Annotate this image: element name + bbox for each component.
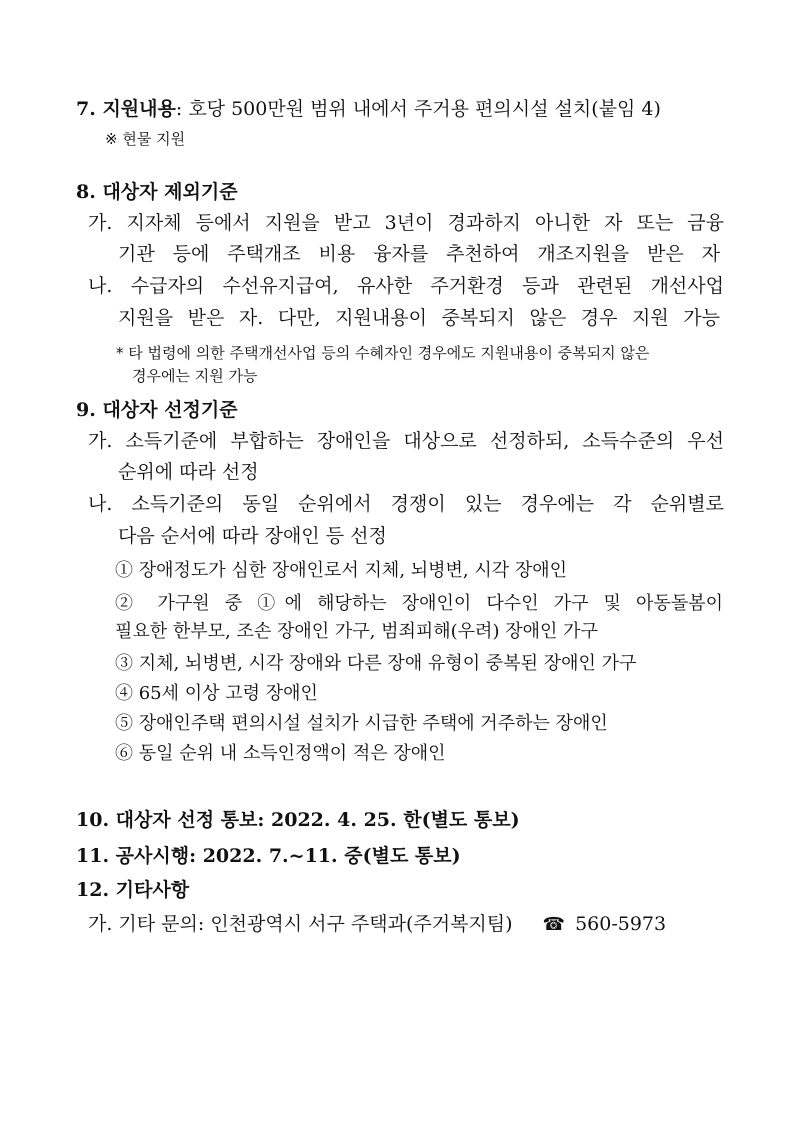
section8-item-na-line1: 나. 수급자의 수선유지급여, 유사한 주거환경 등과 관련된 개선사업 <box>88 275 724 297</box>
section8-heading: 8. 대상자 제외기준 <box>76 181 238 203</box>
section7-heading: 7. 지원내용 <box>76 98 176 120</box>
section12-heading: 12. 기타사항 <box>76 879 190 901</box>
section8-note-line1: * 타 법령에 의한 주택개선사업 등의 수혜자인 경우에도 지원내용이 중복되지 않은 <box>116 344 650 362</box>
section9-sub-5: ⑤ 장애인주택 편의시설 설치가 시급한 주택에 거주하는 장애인 <box>115 713 608 734</box>
section9-sub-3: ③ 지체, 뇌병변, 시각 장애와 다른 장애 유형이 중복된 장애인 가구 <box>115 653 637 674</box>
section9-sub-4: ④ 65세 이상 고령 장애인 <box>115 683 318 704</box>
section7-line <box>76 97 661 121</box>
section9-sub-2-line2: 필요한 한부모, 조손 장애인 가구, 범죄피해(우려) 장애인 가구 <box>115 621 598 642</box>
section7-note: ※ 현물 지원 <box>105 130 186 148</box>
section9-sub-6: ⑥ 동일 순위 내 소득인정액이 적은 장애인 <box>115 743 446 764</box>
section10-text: 10. 대상자 선정 통보: 2022. 4. 25. 한(별도 통보) <box>76 809 520 831</box>
section8-item-na-line2: 지원을 받은 자. 다만, 지원내용이 중복되지 않은 경우 지원 가능 <box>118 307 720 329</box>
section9-heading: 9. 대상자 선정기준 <box>76 399 238 421</box>
section11-text: 11. 공사시행: 2022. 7.~11. 중(별도 통보) <box>76 845 461 867</box>
section12-item-ga <box>88 912 666 937</box>
section9-item-ga-line2: 순위에 따라 선정 <box>118 461 259 483</box>
telephone-icon: ☎ <box>542 914 566 935</box>
section8-item-ga-line1: 가. 지자체 등에서 지원을 받고 3년이 경과하지 아니한 자 또는 금융 <box>88 212 724 234</box>
section12-phone-number: 560-5973 <box>575 913 667 935</box>
section9-item-na-line1: 나. 소득기준의 동일 순위에서 경쟁이 있는 경우에는 각 순위별로 <box>88 493 724 515</box>
section8-item-ga-line2: 기관 등에 주택개조 비용 융자를 추천하여 개조지원을 받은 자 <box>118 243 720 265</box>
section9-sub-2-line1: ② 가구원 중 ①에 해당하는 장애인이 다수인 가구 및 아동돌봄이 <box>115 593 723 614</box>
section9-sub-1: ① 장애정도가 심한 장애인로서 지체, 뇌병변, 시각 장애인 <box>115 560 568 581</box>
section8-note-line2: 경우에는 지원 가능 <box>132 367 258 385</box>
section7-body: : 호당 500만원 범위 내에서 주거용 편의시설 설치(붙임 4) <box>175 98 661 120</box>
section12-contact-text: 가. 기타 문의: 인천광역시 서구 주택과(주거복지팀) <box>88 913 513 935</box>
section9-item-na-line2: 다음 순서에 따라 장애인 등 선정 <box>118 525 387 547</box>
section9-item-ga-line1: 가. 소득기준에 부합하는 장애인을 대상으로 선정하되, 소득수준의 우선 <box>88 430 724 452</box>
